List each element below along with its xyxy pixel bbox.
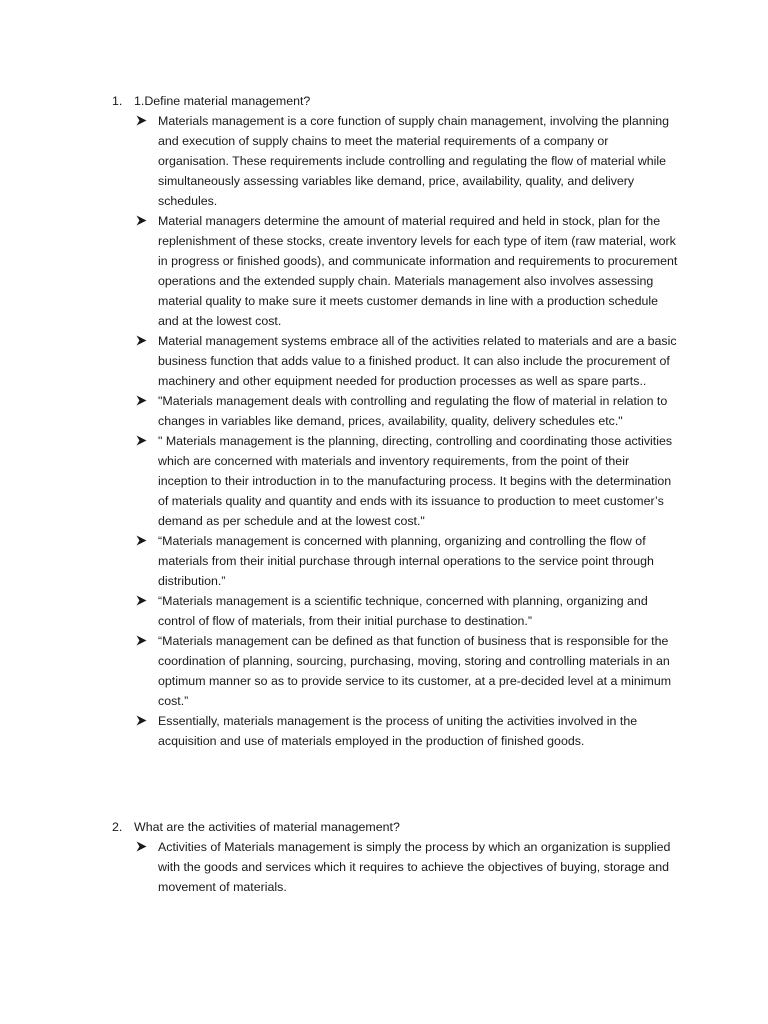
arrowhead-bullet-icon (136, 215, 147, 226)
arrowhead-bullet-icon (136, 635, 147, 646)
arrowhead-bullet-icon (136, 841, 147, 852)
answer-text: Material managers determine the amount of material required and held in stock, plan for the replenishment of these stocks, create inventory levels for each type of item (raw material, work in progress or finished goods), and communicate information and requirements to procurement operations and the extended supply chain. Materials management also involves assessing material quality to make sure it meets customer demands in line with a production schedule and at the lowest cost. (158, 214, 678, 328)
answer-text: Activities of Materials management is simply the process by which an organization is supplied with the goods and services which it requires to achieve the objectives of buying, storage and movement of materials. (158, 840, 671, 894)
answer-text: Material management systems embrace all of the activities related to materials and are a basic business function that adds value to a finished product. It can also include the procurement of machinery and other equipment needed for production processes as well as spare parts.. (158, 334, 677, 388)
answer-text: “Materials management is concerned with planning, organizing and controlling the flow of materials from their initial purchase through internal operations to the service point through distribution.” (158, 534, 654, 588)
answer-bullet (112, 837, 682, 897)
arrowhead-bullet-icon (136, 595, 147, 606)
arrowhead-bullet-icon (136, 715, 147, 726)
question-heading (112, 91, 692, 111)
arrowhead-bullet-icon (136, 395, 147, 406)
question-title: What are the activities of material management? (134, 820, 400, 834)
answer-bullet-list (112, 837, 692, 897)
answer-text: “Materials management can be defined as that function of business that is responsible for the coordination of planning, sourcing, purchasing, moving, storing and controlling materials in an optimum manner so as to provide service to its customer, at a pre-decided level at a minimum cost.” (158, 634, 672, 708)
answer-bullet (112, 111, 682, 211)
answer-bullet (112, 711, 682, 751)
question-2 (112, 817, 692, 897)
question-number: 2. (112, 820, 123, 834)
answer-bullet (112, 431, 682, 531)
arrowhead-bullet-icon (136, 535, 147, 546)
answer-bullet (112, 211, 682, 331)
answer-text: " Materials management is the planning, directing, controlling and coordinating those activities which are concerned with materials and inventory requirements, from the point of their inception to their introduction in to the manufacturing process. It begins with the determination of materials quality and quantity and ends with its issuance to production to meet customer’s demand as per schedule and at the lowest cost." (158, 434, 673, 528)
question-title: 1.Define material management? (134, 94, 311, 108)
answer-bullet (112, 591, 682, 631)
answer-text: Essentially, materials management is the process of uniting the activities involved in the acquisition and use of materials employed in the production of finished goods. (158, 714, 638, 748)
answer-bullet (112, 391, 682, 431)
answer-bullet (112, 531, 682, 591)
answer-bullet-list (112, 111, 692, 751)
answer-bullet (112, 631, 682, 711)
answer-text: "Materials management deals with controlling and regulating the flow of material in relation to changes in variables like demand, prices, availability, quality, delivery schedules etc." (158, 394, 668, 428)
answer-text: “Materials management is a scientific technique, concerned with planning, organizing and control of flow of materials, from their initial purchase to destination.” (158, 594, 648, 628)
question-number: 1. (112, 94, 123, 108)
arrowhead-bullet-icon (136, 435, 147, 446)
arrowhead-bullet-icon (136, 115, 147, 126)
question-1 (112, 91, 692, 751)
question-heading (112, 817, 692, 837)
answer-bullet (112, 331, 682, 391)
answer-text: Materials management is a core function of supply chain management, involving the planning and execution of supply chains to meet the material requirements of a company or organisation. These requirements include controlling and regulating the flow of material while simultaneously assessing variables like demand, price, availability, quality, and delivery schedules. (158, 114, 670, 208)
arrowhead-bullet-icon (136, 335, 147, 346)
